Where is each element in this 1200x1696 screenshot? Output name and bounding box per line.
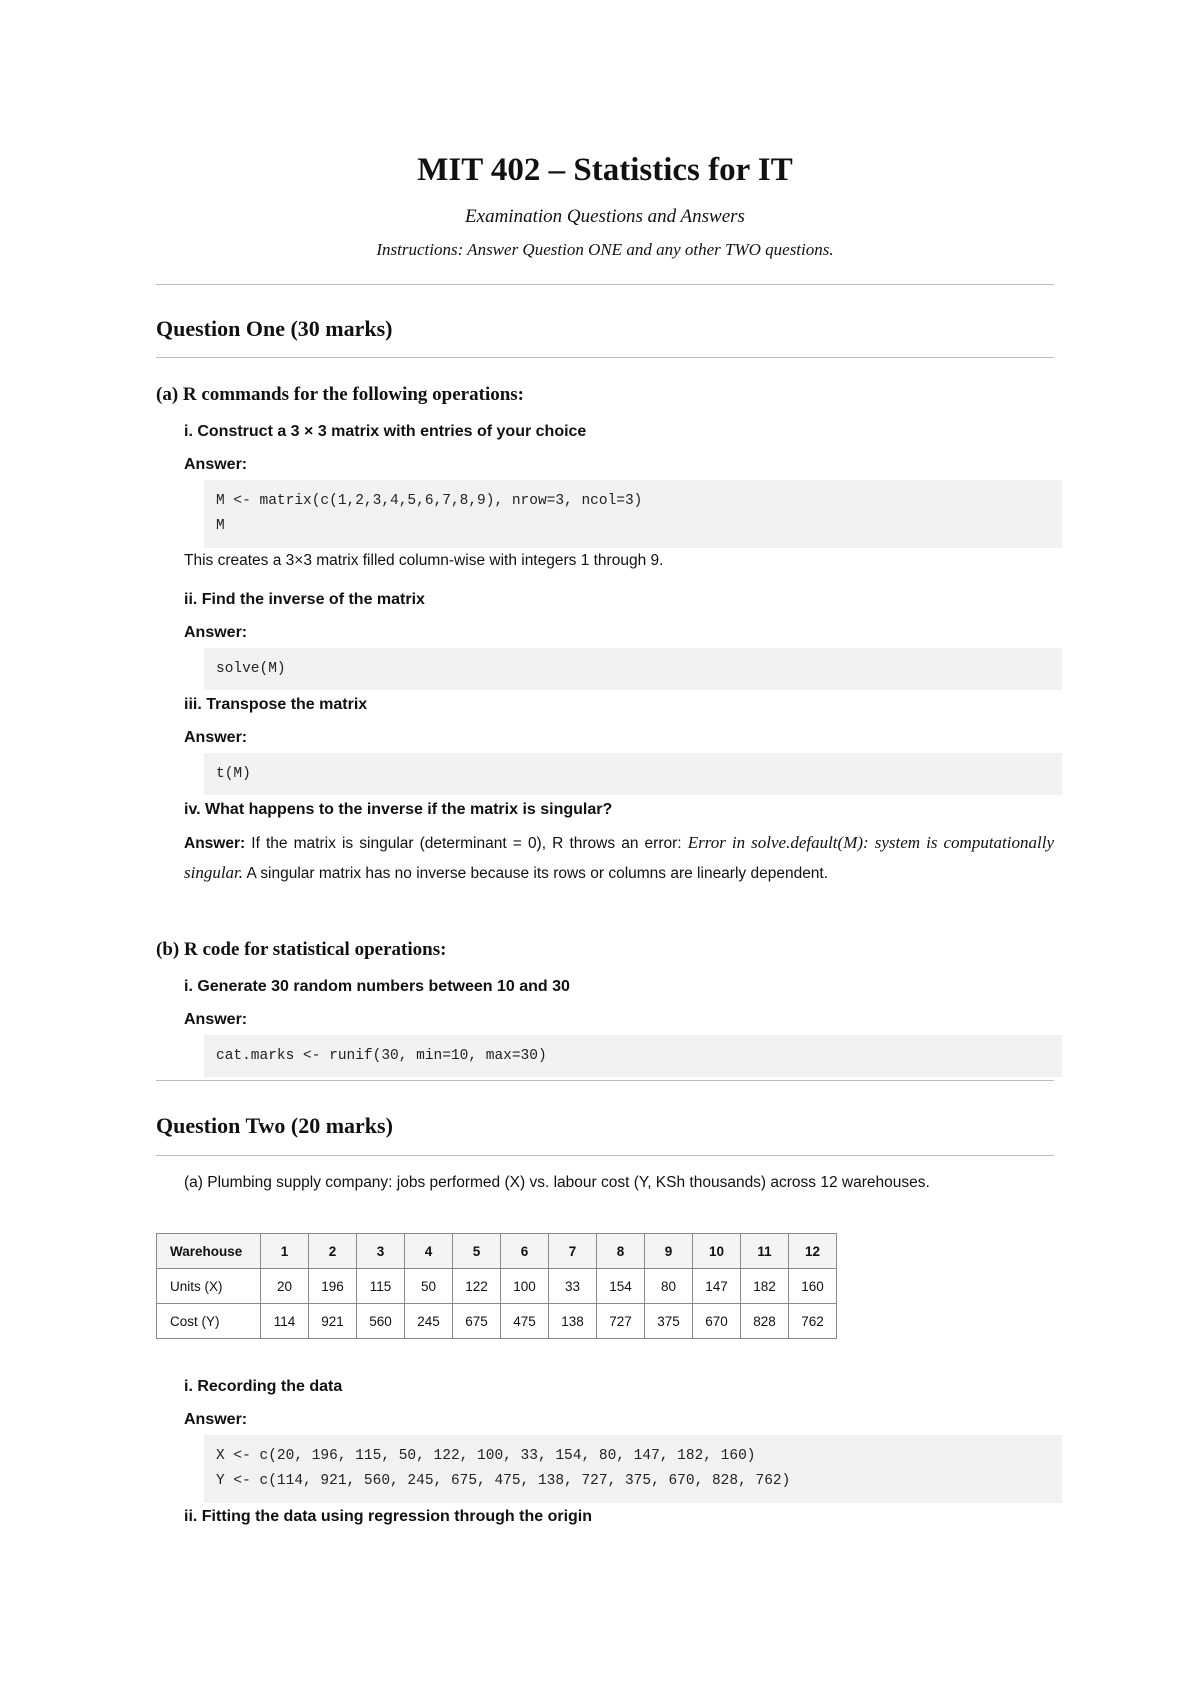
q2-i-label: i. Recording the data xyxy=(184,1378,343,1395)
table-cell: 727 xyxy=(597,1304,645,1339)
table-header-row xyxy=(157,1234,837,1269)
table-cell: 20 xyxy=(261,1269,309,1304)
table-cell: 115 xyxy=(357,1269,405,1304)
divider xyxy=(156,284,1054,285)
q1a-i-label: i. Construct a 3 × 3 matrix with entries of your choice xyxy=(184,423,587,440)
question-two-heading: Question Two (20 marks) xyxy=(156,1113,393,1138)
q2-intro: (a) Plumbing supply company: jobs performed (X) vs. labour cost (Y, KSh thousands) across 12 warehouses. xyxy=(184,1174,930,1191)
q2-ii-label: ii. Fitting the data using regression through the origin xyxy=(184,1508,592,1525)
column-header: 7 xyxy=(549,1234,597,1269)
error-message: Error in solve.default(M): system is computationally singular. xyxy=(184,833,1054,882)
table-cell: 154 xyxy=(597,1269,645,1304)
table-row xyxy=(157,1269,837,1304)
answer-text: A singular matrix has no inverse because its rows or columns are linearly dependent. xyxy=(243,865,829,882)
table-corner-header: Warehouse xyxy=(157,1234,261,1269)
page-subtitle: Examination Questions and Answers xyxy=(465,206,745,227)
answer-label: Answer: xyxy=(184,729,248,746)
table-cell: 114 xyxy=(261,1304,309,1339)
answer-label: Answer: xyxy=(184,835,246,852)
code-block-transpose: t(M) xyxy=(204,753,1062,795)
code-block-data-vectors: X <- c(20, 196, 115, 50, 122, 100, 33, 154, 80, 147, 182, 160) Y <- c(114, 921, 560, 245, 675, 475, 138, 727, 375, 670, 828, 762) xyxy=(204,1435,1062,1503)
q1a-ii-label: ii. Find the inverse of the matrix xyxy=(184,591,425,608)
table-cell: 375 xyxy=(645,1304,693,1339)
page-title: MIT 402 – Statistics for IT xyxy=(417,152,793,188)
table-row xyxy=(157,1304,837,1339)
table-cell: 921 xyxy=(309,1304,357,1339)
exam-instructions: Instructions: Answer Question ONE and any other TWO questions. xyxy=(376,240,834,259)
code-block-matrix: M <- matrix(c(1,2,3,4,5,6,7,8,9), nrow=3, ncol=3) M xyxy=(204,480,1062,548)
table-cell: 675 xyxy=(453,1304,501,1339)
table-cell: 80 xyxy=(645,1269,693,1304)
column-header: 9 xyxy=(645,1234,693,1269)
column-header: 11 xyxy=(741,1234,789,1269)
code-block-runif: cat.marks <- runif(30, min=10, max=30) xyxy=(204,1035,1062,1077)
column-header: 1 xyxy=(261,1234,309,1269)
table-cell: 196 xyxy=(309,1269,357,1304)
row-label: Cost (Y) xyxy=(157,1304,261,1339)
row-label: Units (X) xyxy=(157,1269,261,1304)
code-block-solve: solve(M) xyxy=(204,648,1062,690)
table-cell: 100 xyxy=(501,1269,549,1304)
divider xyxy=(156,357,1054,358)
table-cell: 475 xyxy=(501,1304,549,1339)
q1a-i-note: This creates a 3×3 matrix filled column-wise with integers 1 through 9. xyxy=(184,552,664,569)
column-header: 6 xyxy=(501,1234,549,1269)
column-header: 12 xyxy=(789,1234,837,1269)
answer-label: Answer: xyxy=(184,456,248,473)
table-cell: 50 xyxy=(405,1269,453,1304)
answer-label: Answer: xyxy=(184,1011,248,1028)
table-cell: 33 xyxy=(549,1269,597,1304)
divider xyxy=(156,1080,1054,1081)
table-cell: 160 xyxy=(789,1269,837,1304)
table-cell: 670 xyxy=(693,1304,741,1339)
q1-part-b-heading: (b) R code for statistical operations: xyxy=(156,939,447,960)
q1b-i-label: i. Generate 30 random numbers between 10 and 30 xyxy=(184,978,570,995)
column-header: 3 xyxy=(357,1234,405,1269)
table-cell: 828 xyxy=(741,1304,789,1339)
answer-label: Answer: xyxy=(184,624,248,641)
q1a-iv-answer xyxy=(184,828,1054,888)
q1a-iii-label: iii. Transpose the matrix xyxy=(184,696,368,713)
q1-part-a-heading: (a) R commands for the following operations: xyxy=(156,384,525,405)
table-cell: 138 xyxy=(549,1304,597,1339)
answer-text: If the matrix is singular (determinant = 0), R throws an error: xyxy=(245,835,688,852)
table-cell: 560 xyxy=(357,1304,405,1339)
answer-label: Answer: xyxy=(184,1411,248,1428)
table-cell: 245 xyxy=(405,1304,453,1339)
column-header: 5 xyxy=(453,1234,501,1269)
table-cell: 182 xyxy=(741,1269,789,1304)
table-cell: 762 xyxy=(789,1304,837,1339)
question-one-heading: Question One (30 marks) xyxy=(156,316,393,341)
q1a-iv-label: iv. What happens to the inverse if the matrix is singular? xyxy=(184,801,613,818)
table-cell: 122 xyxy=(453,1269,501,1304)
column-header: 8 xyxy=(597,1234,645,1269)
column-header: 10 xyxy=(693,1234,741,1269)
warehouse-data-table xyxy=(156,1233,837,1339)
column-header: 2 xyxy=(309,1234,357,1269)
table-cell: 147 xyxy=(693,1269,741,1304)
divider xyxy=(156,1155,1054,1156)
column-header: 4 xyxy=(405,1234,453,1269)
